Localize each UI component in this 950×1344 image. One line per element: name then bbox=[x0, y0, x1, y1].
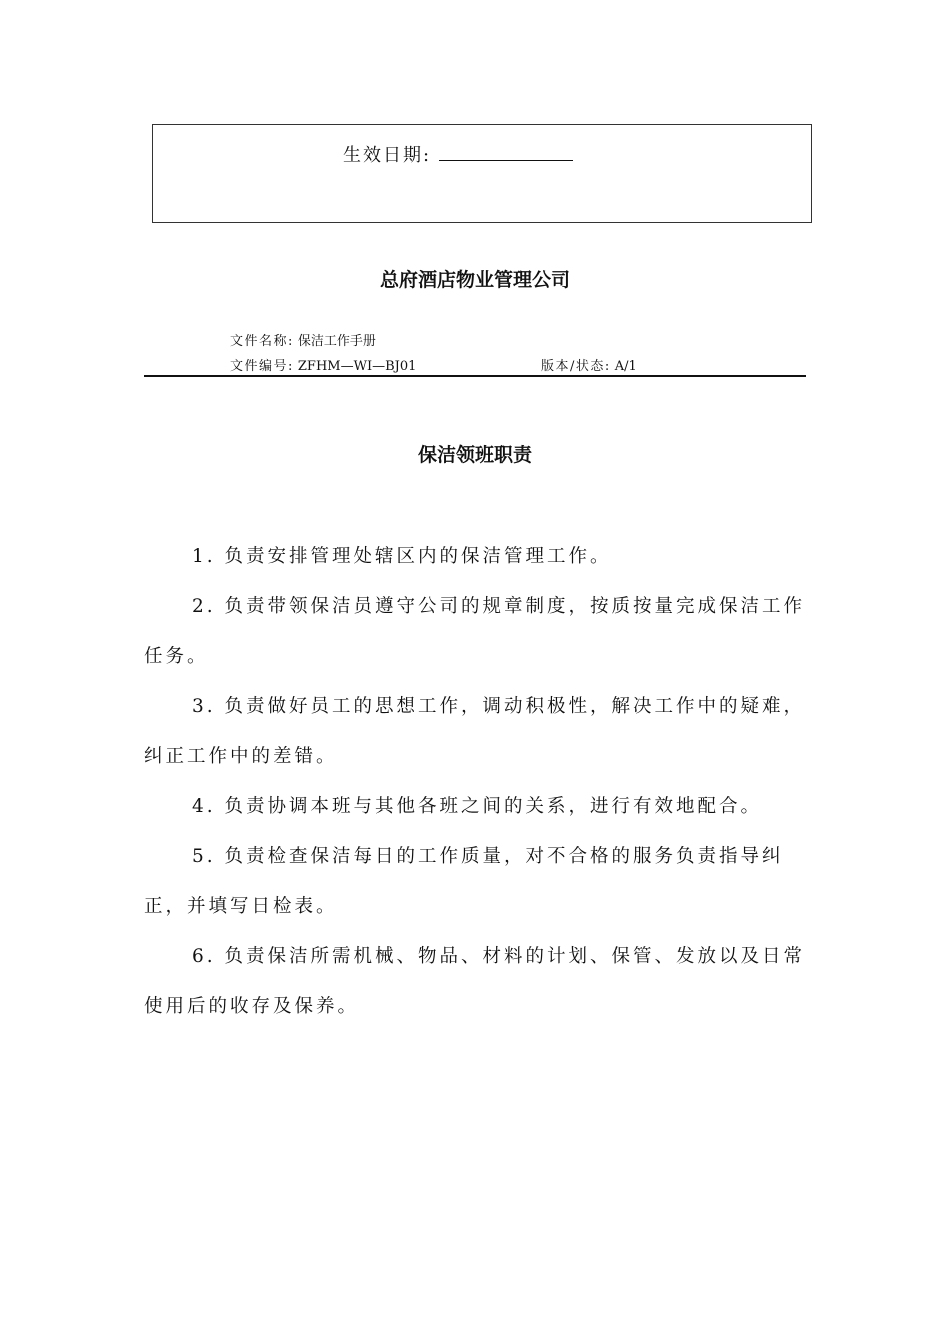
effective-date-line bbox=[343, 141, 573, 167]
doc-version-label: 版本/状态: bbox=[541, 359, 611, 374]
effective-date-box bbox=[152, 124, 812, 223]
duty-item: 6. 负责保洁所需机械、物品、材料的计划、保管、发放以及日常使用后的收存及保养。 bbox=[144, 946, 806, 1017]
company-name: 总府酒店物业管理公司 bbox=[379, 269, 570, 291]
doc-name-label: 文件名称: bbox=[230, 334, 294, 349]
duty-item: 2. 负责带领保洁员遵守公司的规章制度，按质按量完成保洁工作任务。 bbox=[144, 596, 806, 667]
duty-item: 5. 负责检查保洁每日的工作质量，对不合格的服务负责指导纠正，并填写日检表。 bbox=[144, 846, 784, 917]
duty-item: 4. 负责协调本班与其他各班之间的关系，进行有效地配合。 bbox=[192, 796, 763, 817]
doc-number-row bbox=[230, 355, 416, 374]
doc-version-row bbox=[541, 355, 637, 374]
duty-item: 1. 负责安排管理处辖区内的保洁管理工作。 bbox=[192, 546, 612, 567]
effective-date-blank bbox=[439, 142, 573, 161]
doc-number-value: ZFHM—WI—BJ01 bbox=[297, 359, 417, 374]
doc-name-row bbox=[230, 330, 376, 349]
doc-version-value: A/1 bbox=[614, 359, 637, 374]
document-title: 保洁领班职责 bbox=[417, 444, 532, 466]
doc-number-label: 文件编号: bbox=[230, 359, 294, 374]
duty-item: 3. 负责做好员工的思想工作，调动积极性，解决工作中的疑难，纠正工作中的差错。 bbox=[144, 696, 806, 767]
effective-date-label: 生效日期: bbox=[343, 145, 432, 166]
header-divider bbox=[144, 375, 806, 377]
doc-name-value: 保洁工作手册 bbox=[297, 334, 376, 349]
duties-list bbox=[144, 532, 816, 1032]
